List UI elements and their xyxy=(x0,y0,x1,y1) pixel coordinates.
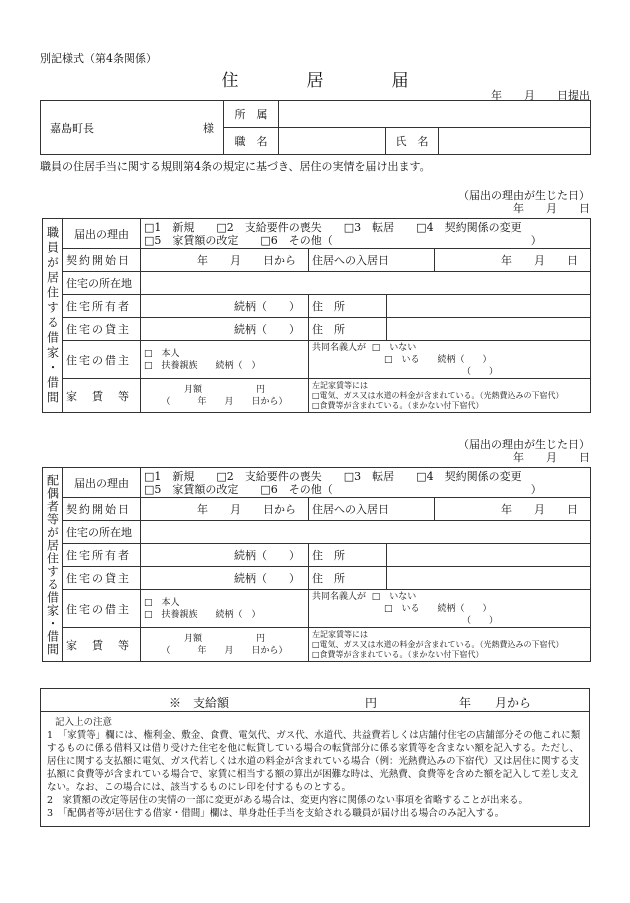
title-char: 住 xyxy=(221,71,239,91)
reason-label: 届出の理由 xyxy=(63,219,141,249)
rent-note-meal[interactable]: □食費等が含まれている。（まかない付下宿代） xyxy=(312,649,484,659)
owner-relation[interactable]: 続柄（ ） xyxy=(141,544,309,567)
address-field[interactable] xyxy=(141,521,591,544)
lender-label: 住宅の貸主 xyxy=(63,567,141,590)
rent-notes[interactable] xyxy=(309,379,591,413)
payment-row xyxy=(40,688,590,712)
owner-residence-label: 住 所 xyxy=(309,544,387,567)
lender-label: 住宅の貸主 xyxy=(63,318,141,341)
note-1: 1 「家賃等」欄には、権利金、敷金、食費、電気代、ガス代、水道代、共益費若しくは店舗付住宅の店舗部分その他これに類するものに係る借料又は借り受けた住宅を他に転貸している場合の転貸部分に係る家賃等を含まない額を記入する。ただし、居住に関する支払額に電気、ガス代若しくは水道の料金が含まれている場合（例：光熱費込みの下宿代）又は居住に関する支払額に食費等が含まれている場合で、家賃に相当する額の算出が困難な時は、光熱費、食費等を含めた額を記入して差し支えない。なお、この場合には、該当するものにレ印を付するものとする。 xyxy=(47,730,581,793)
owner-label: 住宅所有者 xyxy=(63,295,141,318)
rent-note-utility[interactable]: □電気、ガス又は水道の料金が含まれている。（光熱費込みの下宿代） xyxy=(312,390,564,400)
lender-residence-field[interactable] xyxy=(387,567,591,590)
honorific: 様 xyxy=(203,121,214,135)
note-2: 2 家賃額の改定等居住の実情の一部に変更がある場合は、変更内容に関係のない事項を省略することが出来る。 xyxy=(47,795,529,806)
reason-date-value: 年 月 日 xyxy=(513,202,590,215)
owner-label: 住宅所有者 xyxy=(63,544,141,567)
borrower-self[interactable]: □ 本人 xyxy=(144,348,180,359)
section2-side-title: 配偶者等が居住する借家・借間 xyxy=(43,468,63,662)
co-owner-options[interactable] xyxy=(309,341,591,379)
co-owner-relation[interactable]: （ ） xyxy=(462,366,499,377)
contract-start-value[interactable]: 年 月 日から xyxy=(141,249,309,272)
affiliation-field[interactable] xyxy=(279,101,591,128)
form-label: 別記様式（第4条関係） xyxy=(40,52,157,65)
owner-residence-field[interactable] xyxy=(387,544,591,567)
rent-from[interactable]: （ 年 月 日から） xyxy=(161,645,288,656)
recipient-cell xyxy=(41,101,224,155)
lender-relation[interactable]: 続柄（ ） xyxy=(141,567,309,590)
address-field[interactable] xyxy=(141,272,591,295)
section1-table xyxy=(42,218,591,413)
title-char: 届 xyxy=(391,71,409,91)
reason-line[interactable]: □1 新規 □2 支給要件の喪失 □3 転居 □4 契約関係の変更 xyxy=(144,220,522,234)
rent-monthly[interactable]: 月額 円 xyxy=(183,633,265,644)
rent-note-meal[interactable]: □食費等が含まれている。（まかない付下宿代） xyxy=(312,400,484,410)
reason-line[interactable]: □5 家賃額の改定 □6 その他（ ） xyxy=(144,233,542,247)
owner-residence-field[interactable] xyxy=(387,295,591,318)
reason-options[interactable] xyxy=(141,468,591,498)
borrower-options[interactable] xyxy=(141,341,309,379)
borrower-dependent[interactable]: □ 扶養親族 続柄（ ） xyxy=(144,609,261,620)
co-owner-yes[interactable]: □ いる 続柄（ ） xyxy=(384,603,492,614)
co-owner-none[interactable]: □ いない xyxy=(371,591,417,602)
payment-yen: 円 xyxy=(365,696,378,710)
address-label: 住宅の所在地 xyxy=(63,521,141,544)
move-in-value[interactable]: 年 月 日 xyxy=(435,249,591,272)
recipient: 嘉島町長 xyxy=(50,121,94,135)
position-field[interactable] xyxy=(279,128,386,155)
address-label: 住宅の所在地 xyxy=(63,272,141,295)
reason-date-note-2 xyxy=(458,438,590,464)
submit-date: 年 月 日提出 xyxy=(491,89,590,102)
statement: 職員の住居手当に関する規則第4条の規定に基づき、居住の実情を届け出ます。 xyxy=(40,160,431,173)
borrower-dependent[interactable]: □ 扶養親族 続柄（ ） xyxy=(144,360,261,371)
reason-date-label: （届出の理由が生じた日） xyxy=(458,189,590,202)
reason-label: 届出の理由 xyxy=(63,468,141,498)
owner-residence-label: 住 所 xyxy=(309,295,387,318)
rent-note-utility[interactable]: □電気、ガス又は水道の料金が含まれている。（光熱費込みの下宿代） xyxy=(312,639,564,649)
move-in-label: 住居への入居日 xyxy=(309,498,435,521)
borrower-label: 住宅の借主 xyxy=(63,590,141,628)
reason-date-note xyxy=(458,189,590,215)
contract-start-label: 契約開始日 xyxy=(63,249,141,272)
name-field[interactable] xyxy=(439,128,591,155)
rent-monthly[interactable]: 月額 円 xyxy=(183,384,265,395)
co-owner-options[interactable] xyxy=(309,590,591,628)
rent-value[interactable] xyxy=(141,379,309,413)
name-label: 氏 名 xyxy=(386,128,439,155)
reason-options[interactable] xyxy=(141,219,591,249)
move-in-value[interactable]: 年 月 日 xyxy=(435,498,591,521)
reason-date-value: 年 月 日 xyxy=(513,451,590,464)
rent-note: 左記家賃等には xyxy=(312,629,368,639)
rent-from[interactable]: （ 年 月 日から） xyxy=(161,396,288,407)
lender-residence-label: 住 所 xyxy=(309,567,387,590)
rent-notes[interactable] xyxy=(309,628,591,662)
borrower-self[interactable]: □ 本人 xyxy=(144,597,180,608)
rent-value[interactable] xyxy=(141,628,309,662)
rent-label: 家 賃 等 xyxy=(63,628,141,662)
rent-note: 左記家賃等には xyxy=(312,380,368,390)
co-owner-yes[interactable]: □ いる 続柄（ ） xyxy=(384,354,492,365)
borrower-options[interactable] xyxy=(141,590,309,628)
borrower-label: 住宅の借主 xyxy=(63,341,141,379)
co-owner-none[interactable]: □ いない xyxy=(371,342,417,353)
lender-residence-label: 住 所 xyxy=(309,318,387,341)
contract-start-value[interactable]: 年 月 日から xyxy=(141,498,309,521)
title-char: 居 xyxy=(306,71,324,91)
contract-start-label: 契約開始日 xyxy=(63,498,141,521)
reason-date-label: （届出の理由が生じた日） xyxy=(458,438,590,451)
header-table xyxy=(40,100,591,155)
section1-side-title: 職員が居住する借家・借間 xyxy=(43,219,63,413)
notes-box xyxy=(40,712,590,827)
payment-from: 年 月から xyxy=(459,696,532,710)
affiliation-label: 所 属 xyxy=(224,101,279,128)
section2-table xyxy=(42,467,591,662)
notes-heading: 記入上の注意 xyxy=(55,717,113,728)
reason-line[interactable]: □1 新規 □2 支給要件の喪失 □3 転居 □4 契約関係の変更 xyxy=(144,469,522,483)
move-in-label: 住居への入居日 xyxy=(309,249,435,272)
co-owner-label: 共同名義人が xyxy=(312,591,367,602)
lender-residence-field[interactable] xyxy=(387,318,591,341)
payment-mark: ※ 支給額 xyxy=(169,696,230,710)
lender-relation[interactable]: 続柄（ ） xyxy=(141,318,309,341)
note-3: 3 「配偶者等が居住する借家・借間」欄は、単身赴任手当を支給される職員が届け出る場合のみ記入する。 xyxy=(47,808,505,819)
position-label: 職 名 xyxy=(224,128,279,155)
rent-label: 家 賃 等 xyxy=(63,379,141,413)
co-owner-label: 共同名義人が xyxy=(312,342,367,353)
owner-relation[interactable]: 続柄（ ） xyxy=(141,295,309,318)
co-owner-relation[interactable]: （ ） xyxy=(462,615,499,626)
reason-line[interactable]: □5 家賃額の改定 □6 その他（ ） xyxy=(144,482,542,496)
